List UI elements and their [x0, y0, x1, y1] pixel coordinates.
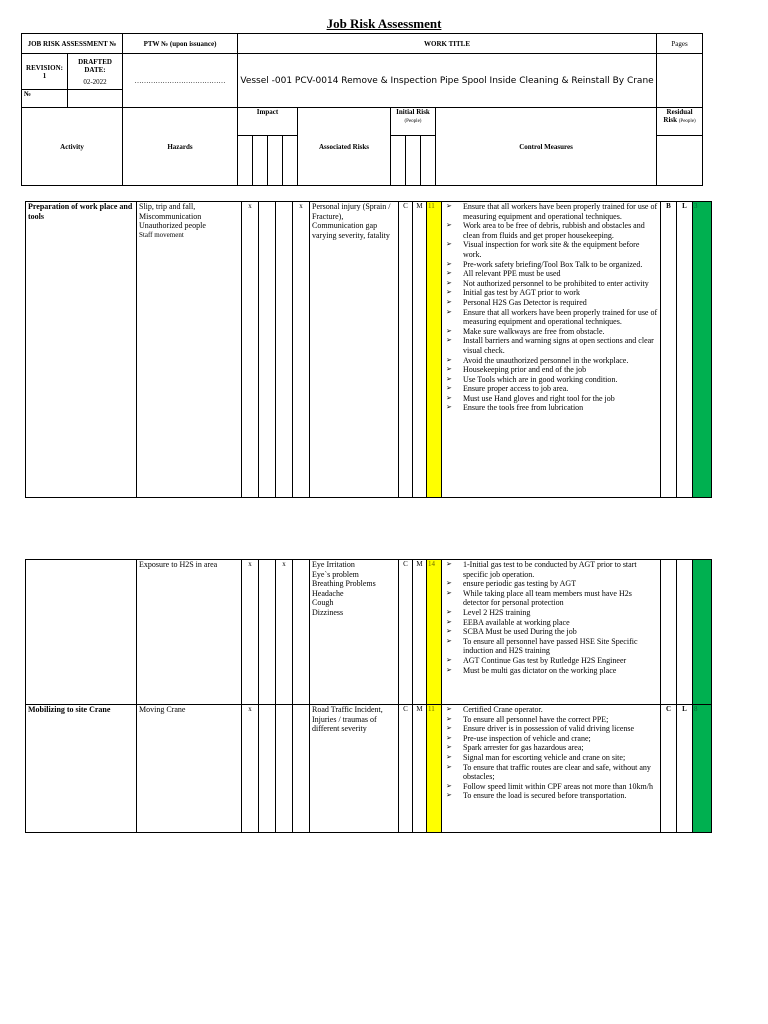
activity-cell: Mobilizing to site Crane — [26, 705, 137, 833]
initial-risk-level: M — [413, 560, 427, 705]
impact-mark — [259, 202, 276, 498]
list-item: ➢ SCBA Must be used During the job — [444, 627, 658, 637]
impact-sub-1 — [238, 136, 253, 186]
pages-label: Pages — [657, 34, 703, 54]
work-title-label: WORK TITLE — [238, 34, 657, 54]
residual-risk-level: L — [677, 202, 693, 498]
col-activity: Activity — [22, 108, 123, 186]
associated-risks-cell: Personal injury (Sprain / Fracture), Communication gap varying severity, fatality — [310, 202, 399, 498]
residual-risk-level — [677, 560, 693, 705]
col-control-measures: Control Measures — [436, 108, 657, 186]
list-item: ➢ Follow speed limit within CPF areas not more than 10km/h — [444, 782, 658, 792]
residual-risk-level: L — [677, 705, 693, 833]
list-item: ➢ Install barriers and warning signs at open sections and clear visual check. — [444, 336, 658, 355]
list-item: ➢ Pre-use inspection of vehicle and crane; — [444, 734, 658, 744]
jra-number-label: JOB RISK ASSESSMENT № — [22, 34, 123, 54]
ptw-label: PTW № (upon issuance) — [123, 34, 238, 54]
list-item: ➢ Level 2 H2S training — [444, 608, 658, 618]
document-title: Job Risk Assessment — [326, 16, 442, 31]
drafted-date-value: 02-2022 — [83, 77, 107, 86]
initial-risk-category: C — [399, 705, 413, 833]
list-item: ➢ Housekeeping prior and end of the job — [444, 365, 658, 375]
impact-sub-3 — [268, 136, 283, 186]
associated-risks-cell: Road Traffic Incident, Injuries / traumas of different severity — [310, 705, 399, 833]
initial-risk-level: M — [413, 705, 427, 833]
control-measures-cell — [442, 705, 661, 833]
work-title: Vessel -001 PCV-0014 Remove & Inspection Pipe Spool Inside Cleaning & Reinstall By Crane — [238, 54, 657, 108]
list-item: ➢ Personal H2S Gas Detector is required — [444, 298, 658, 308]
col-associated-risks: Associated Risks — [298, 108, 391, 186]
control-list — [444, 705, 658, 801]
impact-mark: x — [242, 560, 259, 705]
impact-mark — [293, 705, 310, 833]
list-item: ➢ Make sure walkways are free from obstacle. — [444, 327, 658, 337]
residual-risk-category: B — [661, 202, 677, 498]
col-impact: Impact — [238, 108, 298, 136]
list-item: ➢ To ensure the load is secured before transportation. — [444, 791, 658, 801]
list-item: ➢ Ensure that all workers have been properly trained for use of measuring equipment and operational techniques. — [444, 308, 658, 327]
list-item: ➢ ensure periodic gas testing by AGT — [444, 579, 658, 589]
revision-label: REVISION: 1 — [22, 54, 68, 90]
header-table — [21, 33, 703, 186]
hazards-cell: Slip, trip and fall, Miscommunication Unauthorized people Staff movement — [137, 202, 242, 498]
residual-risk-score — [693, 560, 712, 705]
control-list — [444, 202, 658, 413]
drafted-date-cell — [68, 54, 123, 90]
drafted-date-label: DRAFTED DATE: — [78, 57, 112, 74]
list-item: ➢ Ensure the tools free from lubrication — [444, 403, 658, 413]
activity-cell — [26, 560, 137, 705]
impact-mark — [293, 560, 310, 705]
impact-mark: x — [242, 202, 259, 498]
impact-mark — [276, 202, 293, 498]
list-item: ➢ Spark arrester for gas hazardous area; — [444, 743, 658, 753]
list-item: ➢ While taking place all team members must have H2s detector for personal protection — [444, 589, 658, 608]
impact-sub-2 — [253, 136, 268, 186]
hazards-cell: Moving Crane — [137, 705, 242, 833]
residual-risk-category — [661, 560, 677, 705]
list-item: ➢ Ensure driver is in possession of valid driving license — [444, 724, 658, 734]
list-item: ➢ Must use Hand gloves and right tool for the job — [444, 394, 658, 404]
list-item: ➢ Visual inspection for work site & the equipment before work. — [444, 240, 658, 259]
hazards-cell: Exposure to H2S in area — [137, 560, 242, 705]
col-residual-risk: Residual Risk (People) — [657, 108, 703, 136]
pages-value — [657, 54, 703, 108]
list-item: ➢ 1-Initial gas test to be conducted by AGT prior to start specific job operation. — [444, 560, 658, 579]
residual-risk-score: 3 — [693, 202, 712, 498]
list-item: ➢ To ensure all personnel have passed HSE Site Specific induction and H2S training — [444, 637, 658, 656]
list-item: ➢ Not authorized personnel to be prohibited to enter activity — [444, 279, 658, 289]
initial-risk-category: C — [399, 202, 413, 498]
number-value — [68, 90, 123, 108]
impact-mark — [259, 560, 276, 705]
initial-sub-2 — [406, 136, 421, 186]
list-item: ➢ EEBA available at working place — [444, 618, 658, 628]
list-item: ➢ To ensure that traffic routes are clear and safe, without any obstacles; — [444, 763, 658, 782]
table-row — [26, 202, 712, 498]
initial-risk-score: 11 — [427, 705, 442, 833]
list-item: ➢ Use Tools which are in good working condition. — [444, 375, 658, 385]
control-measures-cell — [442, 202, 661, 498]
impact-mark: x — [293, 202, 310, 498]
list-item: ➢ AGT Continue Gas test by Rutledge H2S Engineer — [444, 656, 658, 666]
initial-risk-category: C — [399, 560, 413, 705]
list-item: ➢ Ensure that all workers have been properly trained for use of measuring equipment and operational techniques. — [444, 202, 658, 221]
list-item: ➢ Initial gas test by AGT prior to work — [444, 288, 658, 298]
risk-line: Eye Irritation — [312, 560, 355, 569]
list-item: ➢ Signal man for escorting vehicle and crane on site; — [444, 753, 658, 763]
initial-sub-1 — [391, 136, 406, 186]
impact-mark — [259, 705, 276, 833]
residual-sub — [657, 136, 703, 186]
initial-risk-score: 14 — [427, 560, 442, 705]
list-item: ➢ Avoid the unauthorized personnel in the workplace. — [444, 356, 658, 366]
risk-line: Headache — [312, 588, 344, 598]
list-item: ➢ To ensure all personnel have the correct PPE; — [444, 715, 658, 725]
list-item: ➢ Work area to be free of debris, rubbish and obstacles and clean from fluids and get proper housekeeping. — [444, 221, 658, 240]
impact-mark: x — [242, 705, 259, 833]
table-row — [26, 560, 712, 705]
activity-cell: Preparation of work place and tools — [26, 202, 137, 498]
initial-risk-level: M — [413, 202, 427, 498]
col-hazards: Hazards — [123, 108, 238, 186]
initial-risk-score: 11 — [427, 202, 442, 498]
risk-line: Breathing Problems — [312, 579, 376, 589]
list-item: ➢ Must be multi gas dictator on the working place — [444, 666, 658, 676]
risk-table-1 — [25, 201, 712, 498]
list-item: ➢ Certified Crane operator. — [444, 705, 658, 715]
list-item: ➢ Pre-work safety briefing/Tool Box Talk to be organized. — [444, 260, 658, 270]
risk-line: Cough — [312, 598, 334, 608]
ptw-value: ………………………………… — [123, 54, 238, 108]
risk-line: Dizziness — [312, 607, 344, 617]
impact-mark — [276, 705, 293, 833]
residual-risk-category: C — [661, 705, 677, 833]
table-row — [26, 705, 712, 833]
list-item: ➢ Ensure proper access to job area. — [444, 384, 658, 394]
number-label: № — [22, 90, 68, 108]
control-list — [444, 560, 658, 675]
impact-mark: x — [276, 560, 293, 705]
residual-risk-score: 8 — [693, 705, 712, 833]
control-measures-cell — [442, 560, 661, 705]
risk-table-2 — [25, 559, 712, 833]
initial-sub-3 — [421, 136, 436, 186]
col-initial-risk: Initial Risk (People) — [391, 108, 436, 136]
risk-line: Eye`s problem — [312, 569, 359, 579]
impact-sub-4 — [283, 136, 298, 186]
list-item: ➢ All relevant PPE must be used — [444, 269, 658, 279]
associated-risks-cell — [310, 560, 399, 705]
